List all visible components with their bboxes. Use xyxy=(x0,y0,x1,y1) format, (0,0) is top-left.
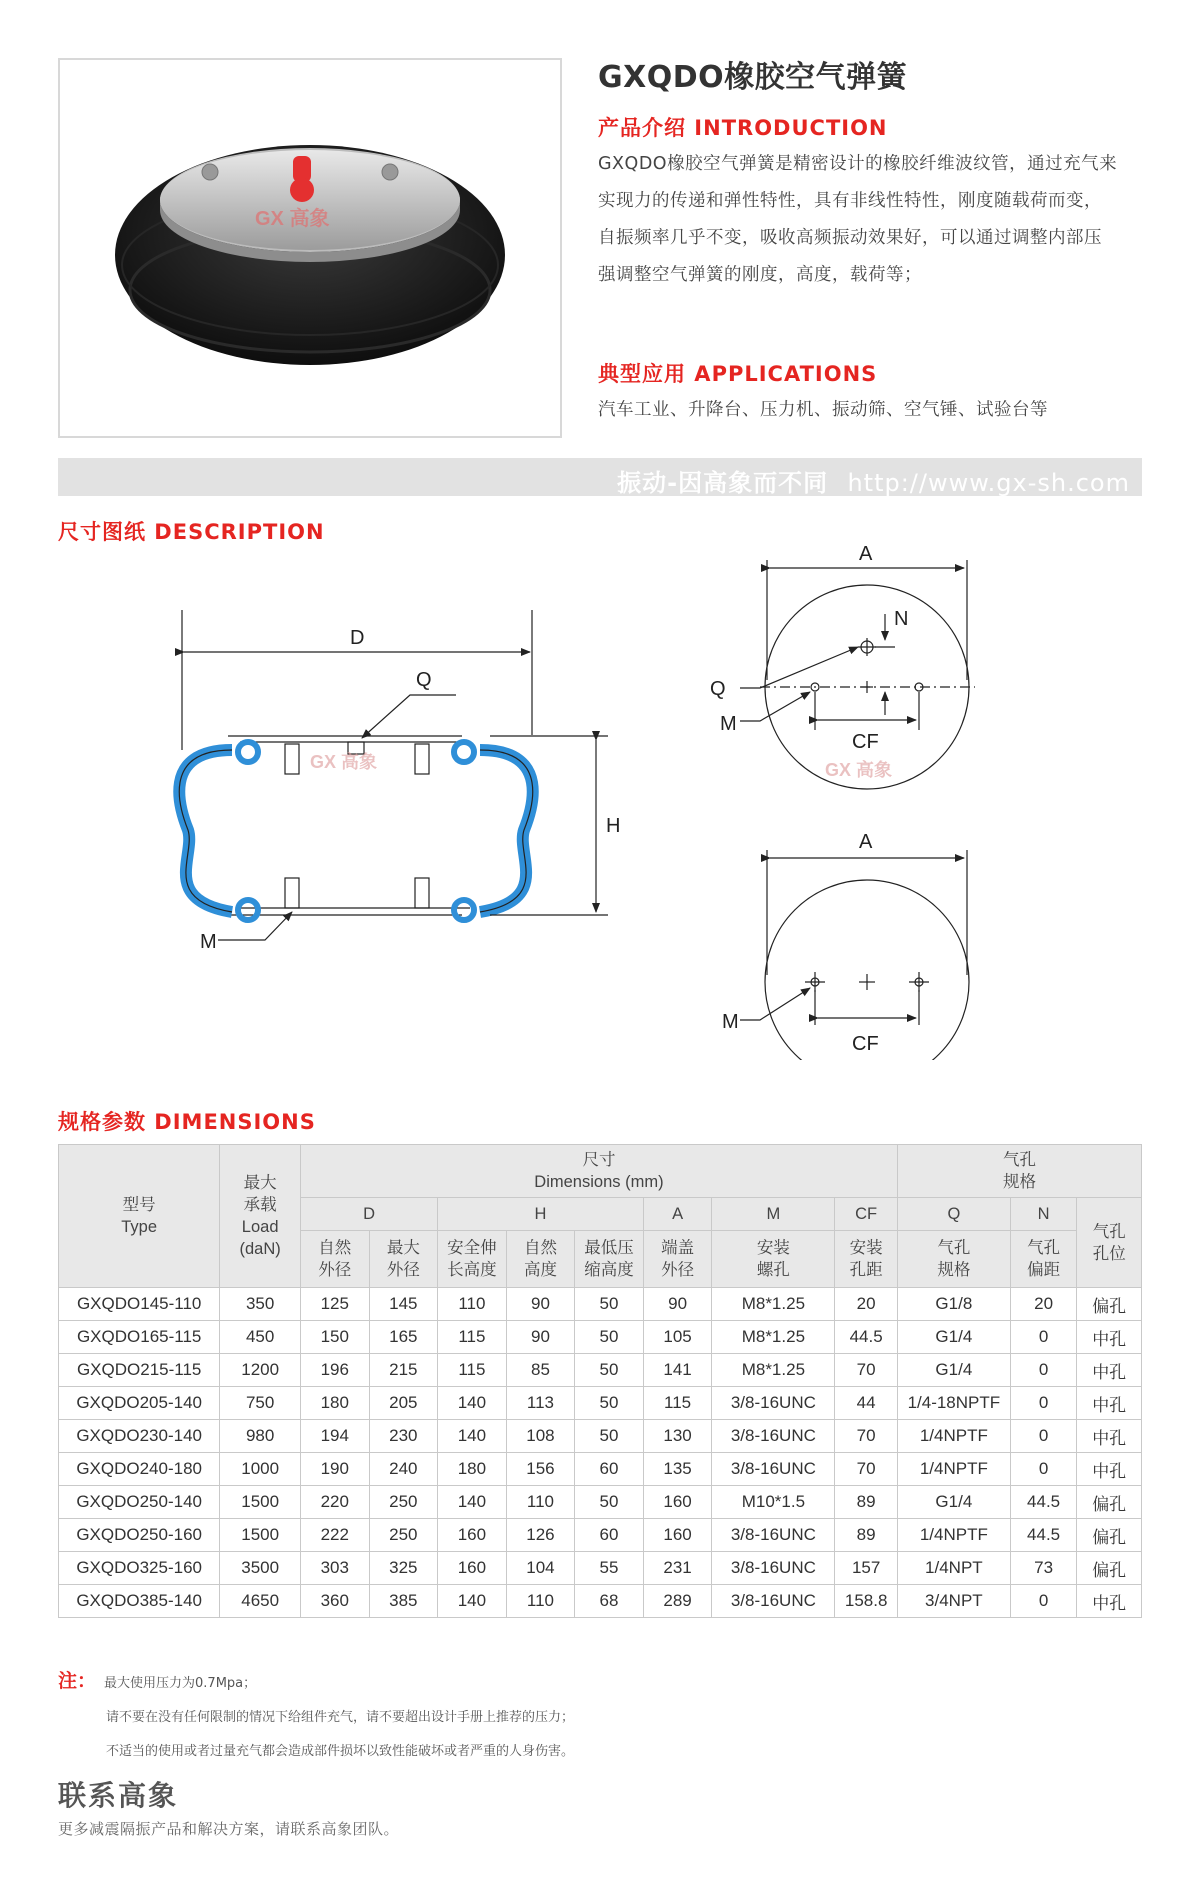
header-load: 最大 承载 Load (daN) xyxy=(220,1145,301,1288)
table-cell: 1000 xyxy=(220,1453,301,1486)
table-cell: 360 xyxy=(300,1585,369,1618)
table-cell: 385 xyxy=(369,1585,438,1618)
table-cell: 90 xyxy=(643,1288,712,1321)
table-cell: 4650 xyxy=(220,1585,301,1618)
table-cell: 110 xyxy=(438,1288,507,1321)
header-type: 型号 Type xyxy=(59,1145,220,1288)
table-cell: 350 xyxy=(220,1288,301,1321)
table-cell: 160 xyxy=(438,1519,507,1552)
intro-paragraph xyxy=(598,146,1153,294)
table-header-row xyxy=(59,1145,1142,1198)
table-cell: 231 xyxy=(643,1552,712,1585)
table-row xyxy=(59,1453,1142,1486)
table-cell: 135 xyxy=(643,1453,712,1486)
contact-heading: 联系高象 xyxy=(58,1779,179,1812)
table-cell: 145 xyxy=(369,1288,438,1321)
table-cell: 0 xyxy=(1010,1453,1077,1486)
product-photo xyxy=(58,58,562,438)
table-cell: 190 xyxy=(300,1453,369,1486)
intro-line: 实现力的传递和弹性特性，具有非线性特性，刚度随载荷而变， xyxy=(598,191,1102,211)
note-line: 不适当的使用或者过量充气都会造成部件损坏以致性能破坏或者严重的人身伤害。 xyxy=(106,1744,575,1759)
table-row xyxy=(59,1552,1142,1585)
table-cell: 113 xyxy=(506,1387,575,1420)
description-heading: 尺寸图纸 DESCRIPTION xyxy=(58,520,325,544)
header-n1: 气孔 偏距 xyxy=(1010,1231,1077,1288)
table-cell: 750 xyxy=(220,1387,301,1420)
table-cell: G1/4 xyxy=(897,1486,1010,1519)
table-cell: 3/8-16UNC xyxy=(712,1387,835,1420)
table-cell: 3/8-16UNC xyxy=(712,1519,835,1552)
table-cell: 1/4NPTF xyxy=(897,1420,1010,1453)
header-d1: 自然 外径 xyxy=(300,1231,369,1288)
table-cell: 55 xyxy=(575,1552,644,1585)
table-cell: 126 xyxy=(506,1519,575,1552)
table-cell: 125 xyxy=(300,1288,369,1321)
table-row xyxy=(59,1420,1142,1453)
table-cell: 68 xyxy=(575,1585,644,1618)
header-dimensions: 尺寸 Dimensions (mm) xyxy=(300,1145,897,1198)
table-cell: G1/4 xyxy=(897,1354,1010,1387)
notes-label: 注： xyxy=(58,1670,97,1692)
header-h2: 自然 高度 xyxy=(506,1231,575,1288)
table-cell: 215 xyxy=(369,1354,438,1387)
table-cell: 1/4-18NPTF xyxy=(897,1387,1010,1420)
table-cell: 130 xyxy=(643,1420,712,1453)
table-cell: GXQDO240-180 xyxy=(59,1453,220,1486)
header-q: Q xyxy=(897,1198,1010,1231)
table-row xyxy=(59,1486,1142,1519)
table-cell: 中孔 xyxy=(1077,1453,1142,1486)
table-cell: 3/8-16UNC xyxy=(712,1552,835,1585)
header-cf1: 安装 孔距 xyxy=(835,1231,898,1288)
table-row xyxy=(59,1288,1142,1321)
table-cell: 240 xyxy=(369,1453,438,1486)
table-cell: GXQDO145-110 xyxy=(59,1288,220,1321)
drawing-watermark: GX 高象 xyxy=(310,752,378,772)
table-cell: 230 xyxy=(369,1420,438,1453)
note-line: 注： 最大使用压力为0.7Mpa； xyxy=(58,1670,257,1692)
table-cell: 150 xyxy=(300,1321,369,1354)
table-cell: 44.5 xyxy=(835,1321,898,1354)
bellows-left-wall xyxy=(179,750,232,912)
table-cell: 85 xyxy=(506,1354,575,1387)
table-cell: 160 xyxy=(643,1519,712,1552)
table-cell: 222 xyxy=(300,1519,369,1552)
table-cell: M10*1.5 xyxy=(712,1486,835,1519)
table-cell: 3/8-16UNC xyxy=(712,1420,835,1453)
label-d: D xyxy=(350,627,365,649)
table-cell: 250 xyxy=(369,1486,438,1519)
banner-text xyxy=(617,463,1130,498)
table-cell: 90 xyxy=(506,1321,575,1354)
table-cell: 偏孔 xyxy=(1077,1288,1142,1321)
table-cell: 140 xyxy=(438,1585,507,1618)
table-cell: 141 xyxy=(643,1354,712,1387)
table-cell: GXQDO385-140 xyxy=(59,1585,220,1618)
table-cell: 50 xyxy=(575,1354,644,1387)
table-row xyxy=(59,1387,1142,1420)
table-cell: 50 xyxy=(575,1486,644,1519)
table-row xyxy=(59,1321,1142,1354)
table-cell: 110 xyxy=(506,1585,575,1618)
header-h: H xyxy=(438,1198,644,1231)
table-cell: 160 xyxy=(643,1486,712,1519)
label-n: N xyxy=(894,608,909,630)
table-cell: 0 xyxy=(1010,1585,1077,1618)
table-row xyxy=(59,1354,1142,1387)
label-a: A xyxy=(859,543,873,565)
spec-table-body xyxy=(59,1288,1142,1618)
table-cell: 1/4NPT xyxy=(897,1552,1010,1585)
dimensions-heading: 规格参数 DIMENSIONS xyxy=(58,1110,316,1134)
table-cell: 115 xyxy=(438,1321,507,1354)
table-cell: 108 xyxy=(506,1420,575,1453)
table-cell: 44.5 xyxy=(1010,1486,1077,1519)
table-cell: GXQDO250-160 xyxy=(59,1519,220,1552)
table-cell: 250 xyxy=(369,1519,438,1552)
table-cell: 中孔 xyxy=(1077,1420,1142,1453)
header-h3: 最低压 缩高度 xyxy=(575,1231,644,1288)
table-cell: 140 xyxy=(438,1486,507,1519)
label-m-bottom: M xyxy=(722,1011,739,1033)
table-cell: 0 xyxy=(1010,1420,1077,1453)
table-cell: 3/4NPT xyxy=(897,1585,1010,1618)
table-cell: 104 xyxy=(506,1552,575,1585)
header-position: 气孔 孔位 xyxy=(1077,1198,1142,1288)
table-cell: 156 xyxy=(506,1453,575,1486)
table-cell: 1500 xyxy=(220,1486,301,1519)
table-cell: 115 xyxy=(643,1387,712,1420)
table-cell: 194 xyxy=(300,1420,369,1453)
table-cell: 325 xyxy=(369,1552,438,1585)
table-cell: 中孔 xyxy=(1077,1585,1142,1618)
table-cell: 158.8 xyxy=(835,1585,898,1618)
header-d2: 最大 外径 xyxy=(369,1231,438,1288)
header-d: D xyxy=(300,1198,437,1231)
table-cell: 160 xyxy=(438,1552,507,1585)
photo-logo: GX 高象 xyxy=(255,208,330,230)
label-q: Q xyxy=(416,669,432,691)
contact-text: 更多减震隔振产品和解决方案，请联系高象团队。 xyxy=(58,1820,400,1838)
table-cell: 180 xyxy=(438,1453,507,1486)
table-cell: 偏孔 xyxy=(1077,1552,1142,1585)
table-cell: 105 xyxy=(643,1321,712,1354)
table-cell: 0 xyxy=(1010,1387,1077,1420)
header-m: M xyxy=(712,1198,835,1231)
table-cell: GXQDO215-115 xyxy=(59,1354,220,1387)
table-cell: 180 xyxy=(300,1387,369,1420)
header-cf: CF xyxy=(835,1198,898,1231)
table-cell: 0 xyxy=(1010,1354,1077,1387)
table-cell: GXQDO325-160 xyxy=(59,1552,220,1585)
table-cell: M8*1.25 xyxy=(712,1354,835,1387)
table-cell: 3/8-16UNC xyxy=(712,1453,835,1486)
table-cell: 165 xyxy=(369,1321,438,1354)
label-a-bottom: A xyxy=(859,831,873,853)
table-cell: 70 xyxy=(835,1453,898,1486)
table-cell: 20 xyxy=(1010,1288,1077,1321)
table-cell: 140 xyxy=(438,1420,507,1453)
table-cell: G1/4 xyxy=(897,1321,1010,1354)
table-cell: 60 xyxy=(575,1519,644,1552)
table-cell: 89 xyxy=(835,1519,898,1552)
table-cell: 980 xyxy=(220,1420,301,1453)
table-cell: GXQDO205-140 xyxy=(59,1387,220,1420)
table-cell: 90 xyxy=(506,1288,575,1321)
banner-slogan: 振动-因高象而不同 xyxy=(617,469,829,497)
spec-table xyxy=(58,1144,1142,1618)
drawing-watermark: GX 高象 xyxy=(825,760,893,780)
table-cell: 140 xyxy=(438,1387,507,1420)
table-cell: 70 xyxy=(835,1354,898,1387)
table-cell: 20 xyxy=(835,1288,898,1321)
table-cell: 50 xyxy=(575,1387,644,1420)
table-cell: 44.5 xyxy=(1010,1519,1077,1552)
air-spring-image xyxy=(60,60,560,436)
bellows-right-wall xyxy=(480,750,533,912)
table-row xyxy=(59,1519,1142,1552)
applications-text: 汽车工业、升降台、压力机、振动筛、空气锤、试验台等 xyxy=(598,400,1048,420)
table-cell: 3500 xyxy=(220,1552,301,1585)
header-m1: 安装 螺孔 xyxy=(712,1231,835,1288)
table-cell: 1200 xyxy=(220,1354,301,1387)
table-cell: 偏孔 xyxy=(1077,1519,1142,1552)
label-q-top: Q xyxy=(710,678,726,700)
notes xyxy=(58,1664,574,1769)
label-cf: CF xyxy=(852,731,879,753)
applications-heading: 典型应用 APPLICATIONS xyxy=(598,362,878,386)
table-cell: 220 xyxy=(300,1486,369,1519)
dimension-drawing xyxy=(0,540,1200,1060)
table-cell: 3/8-16UNC xyxy=(712,1585,835,1618)
table-cell: 偏孔 xyxy=(1077,1486,1142,1519)
table-cell: 1500 xyxy=(220,1519,301,1552)
table-cell: 70 xyxy=(835,1420,898,1453)
header-a: A xyxy=(643,1198,712,1231)
table-cell: M8*1.25 xyxy=(712,1288,835,1321)
table-row xyxy=(59,1585,1142,1618)
table-cell: 50 xyxy=(575,1321,644,1354)
table-cell: 196 xyxy=(300,1354,369,1387)
header-q1: 气孔 规格 xyxy=(897,1231,1010,1288)
table-cell: 115 xyxy=(438,1354,507,1387)
banner-url: http://www.gx-sh.com xyxy=(847,469,1130,497)
slogan-banner xyxy=(58,458,1142,496)
label-cf-bottom: CF xyxy=(852,1033,879,1055)
table-cell: 450 xyxy=(220,1321,301,1354)
intro-heading: 产品介绍 INTRODUCTION xyxy=(598,116,888,140)
header-h1: 安全伸 长高度 xyxy=(438,1231,507,1288)
header-port: 气孔 规格 xyxy=(897,1145,1141,1198)
label-m-top: M xyxy=(720,713,737,735)
intro-line: 强调整空气弹簧的刚度，高度，载荷等； xyxy=(598,265,922,285)
table-cell: 1/4NPTF xyxy=(897,1453,1010,1486)
table-cell: 157 xyxy=(835,1552,898,1585)
table-cell: GXQDO230-140 xyxy=(59,1420,220,1453)
header-n: N xyxy=(1010,1198,1077,1231)
table-cell: 89 xyxy=(835,1486,898,1519)
table-cell: GXQDO250-140 xyxy=(59,1486,220,1519)
table-cell: M8*1.25 xyxy=(712,1321,835,1354)
intro-line: 自振频率几乎不变，吸收高频振动效果好，可以通过调整内部压 xyxy=(598,228,1102,248)
table-cell: 0 xyxy=(1010,1321,1077,1354)
table-cell: 中孔 xyxy=(1077,1387,1142,1420)
intro-line: GXQDO橡胶空气弹簧是精密设计的橡胶纤维波纹管，通过充气来 xyxy=(598,154,1118,174)
table-cell: 中孔 xyxy=(1077,1354,1142,1387)
product-title: GXQDO橡胶空气弹簧 xyxy=(598,60,908,95)
table-cell: 303 xyxy=(300,1552,369,1585)
table-cell: G1/8 xyxy=(897,1288,1010,1321)
table-cell: 50 xyxy=(575,1420,644,1453)
table-cell: 60 xyxy=(575,1453,644,1486)
label-h: H xyxy=(606,815,621,837)
table-cell: 1/4NPTF xyxy=(897,1519,1010,1552)
note-line: 请不要在没有任何限制的情况下给组件充气，请不要超出设计手册上推荐的压力； xyxy=(106,1710,575,1725)
table-cell: 110 xyxy=(506,1486,575,1519)
table-cell: GXQDO165-115 xyxy=(59,1321,220,1354)
table-cell: 44 xyxy=(835,1387,898,1420)
table-cell: 289 xyxy=(643,1585,712,1618)
label-m: M xyxy=(200,931,217,953)
header-a1: 端盖 外径 xyxy=(643,1231,712,1288)
table-cell: 73 xyxy=(1010,1552,1077,1585)
table-cell: 中孔 xyxy=(1077,1321,1142,1354)
table-cell: 205 xyxy=(369,1387,438,1420)
table-cell: 50 xyxy=(575,1288,644,1321)
